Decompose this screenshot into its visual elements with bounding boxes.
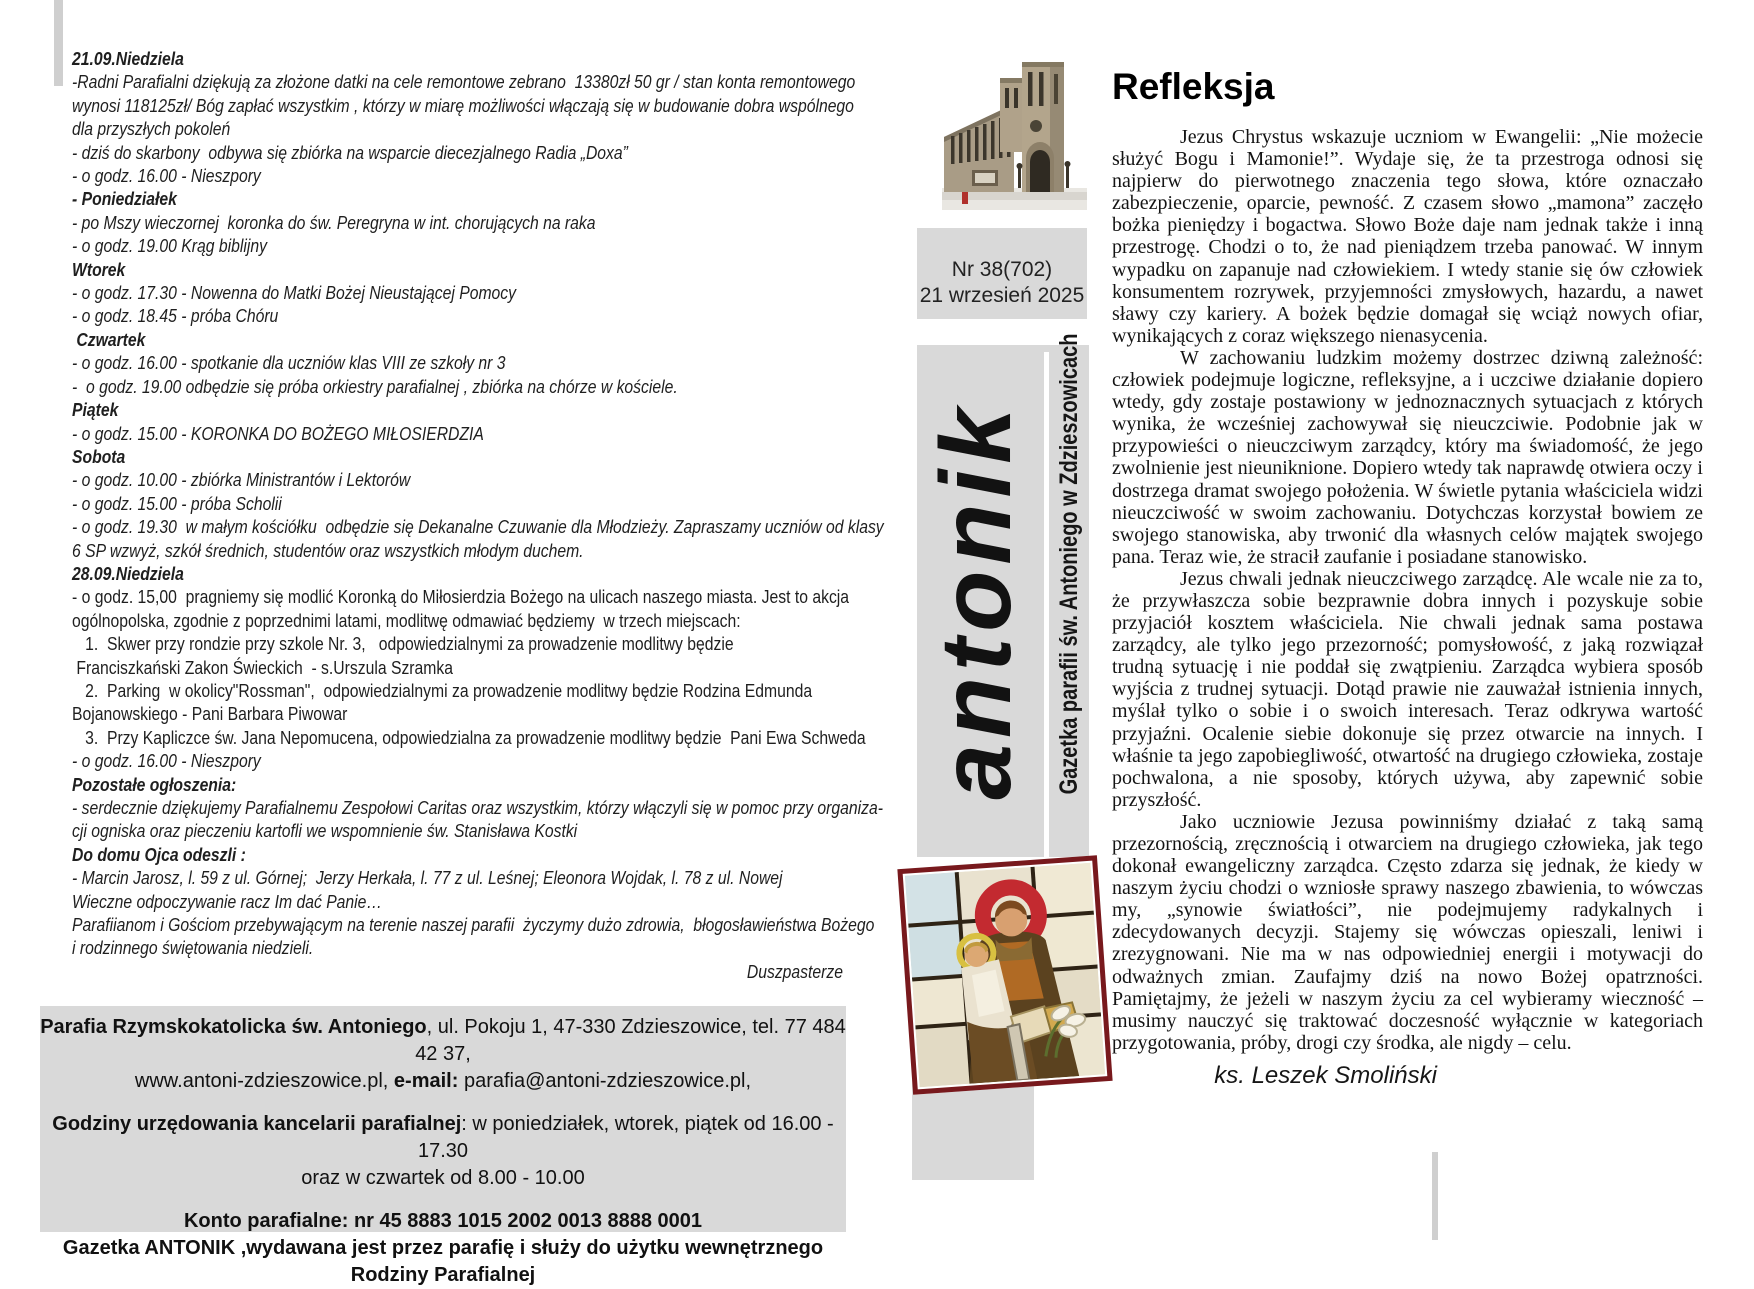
schedule-line: - o godz. 19.30 w małym kościółku odbędzie się Dekanalne Czuwanie dla Młodzieży. Zapraszamy uczniów od klasy [72,516,884,538]
reflection-signature: ks. Leszek Smoliński [1214,1061,1437,1089]
reflection-paragraph: Jezus Chrystus wskazuje uczniom w Ewangelii: „Nie możecie służyć Bogu i Mamonie!”. Wydaje się, że ta przestroga odnosi się najpierw do pierwotnego znaczenia tego słowa, które oznaczało zabezpieczenie, oparcie, pewność. Z czasem słowo „mamona” zaczęło bożka pieniędzy i bogactwa. Słowo Boże daje nam jednak także i inną przestrogę. Chodzi o to, że nad pieniądzem trzeba panować. W innym wypadku on zapanuje nad człowiekiem. I wtedy stanie się ów człowiek konsumentem rozrywek, przyjemności zmysłowych, hazardu, a nawet sławy czy kariery. A bożek będzie domagał się wciąż nowych ofiar, wynikających z coraz większego nienasycenia. [1112,126,1703,347]
reflection-paragraph: W zachowaniu ludzkim możemy dostrzec dziwną zależność: człowiek podejmuje logiczne, refleksyjne, a i uczciwe działanie dopiero wtedy, gdy zostaje postawiony w jednoznacznych sytuacjach z których wynika, że wcześniej zachowywał się nieuczciwie. Podobnie jak w przypowieści o nieuczciwym zarządcy, który ma świadomość, że jego zwolnienie jest nieuniknione. Dopiero wtedy tak naprawdę otwiera oczy i dostrzega dramat swojego położenia. W świetle pytania właściciela widzi nieuczciwość w swoim zachowaniu. Dotychczas korzystał bowiem ze swojego stanowiska, aby trwonić dla własnych celów majątek swojego pana. Teraz wie, że stracił zaufanie i posiadane stanowisko. [1112,346,1703,568]
schedule-line: - o godz. 18.45 - próba Chóru [72,305,279,327]
footer-line [40,1235,846,1262]
schedule-line: Pozostałe ogłoszenia: [72,773,237,795]
schedule-line: 1. Skwer przy rondzie przy szkole Nr. 3, odpowiedzialnymi za prowadzenie modlitwy będzie [72,633,734,655]
schedule-line: Bojanowskiego - Pani Barbara Piwowar [72,703,348,725]
schedule-line: 2. Parking w okolicy"Rossman", odpowiedzialnymi za prowadzenie modlitwy będzie Rodzina Edmunda [72,679,813,701]
footer-text: , ul. Pokoju 1, 47-330 Zdzieszowice, tel. 77 484 42 37, [415,1016,846,1065]
footer-line [40,1068,846,1095]
footer-text: : w poniedziałek, wtorek, piątek od 16.00 - 17.30 [417,1113,834,1162]
masthead-title-vertical [917,345,1040,857]
top-left-gray-bar [54,0,63,86]
schedule-line: Duszpasterze [746,960,843,982]
masthead-subtitle-vertical [1051,333,1087,852]
footer-text-bold: Gazetka ANTONIK ,wydawana jest przez parafię i służy do użytku wewnętrznego [62,1237,824,1259]
church-photo [942,52,1087,210]
reflection-title: Refleksja [1112,66,1275,107]
footer-line [40,1165,846,1192]
schedule-line: - o godz. 19.00 Krąg biblijny [72,235,267,257]
stained-glass-graphic [905,863,1105,1087]
masthead-subtitle: Gazetka parafii św. Antoniego w Zdzieszowicach [1055,333,1083,795]
footer-text: www.antoni-zdzieszowice.pl, [134,1070,394,1092]
schedule-line: Do domu Ojca odeszli : [72,843,246,865]
bottom-right-gray-bar [1432,1152,1438,1240]
masthead-title: antonik [920,402,1032,800]
schedule-line: wynosi 118125zł/ Bóg zapłać wszystkim , którzy w miarę możliwości włączają się w budowanie dobra wspólnego [72,94,854,116]
schedule-line: -Radni Parafialni dziękują za złożone datki na cele remontowe zebrano 13380zł 50 gr / stan konta remontowego [72,71,856,93]
schedule-line: - o godz. 10.00 - zbiórka Ministrantów i Lektorów [72,469,411,491]
schedule-line: Piątek [72,399,119,421]
footer-text-bold: Godziny urzędowania kancelarii parafialnej [52,1113,462,1135]
footer-line [40,1262,846,1289]
schedule-line: Wtorek [72,258,126,280]
schedule-line: ogólnopolska, zgodnie z poprzednimi latami, modlitwę odmawiać będziemy w trzech miejscach: [72,609,741,631]
schedule-line: 21.09.Niedziela [72,48,184,69]
schedule-line: - o godz. 15.00 - KORONKA DO BOŻEGO MIŁOSIERDZIA [72,422,484,444]
schedule-line: - po Mszy wieczornej koronka do św. Peregryna w int. chorujących na raka [72,211,596,233]
schedule-line: - serdecznie dziękujemy Parafialnemu Zespołowi Caritas oraz wszystkim, którzy włączyli się w pomoc przy organiza- [72,797,883,818]
schedule-line: - dziś do skarbony odbywa się zbiórka na wsparcie diecezjalnego Radia „Doxa” [72,141,628,163]
schedule-line: 3. Przy Kapliczce św. Jana Nepomucena, odpowiedzialna za prowadzenie modlitwy będzie Pani Ewa Schweda [72,726,866,748]
issue-box [917,228,1087,319]
issue-date: 21 wrzesień 2025 [919,284,1085,307]
schedule-line: i rodzinnego świętowania niedzieli. [72,937,314,959]
schedule-line: Sobota [72,445,126,467]
parish-contact-box [40,1006,846,1286]
left-page-schedule [72,47,884,983]
schedule-line: 6 SP wzwyż, szkół średnich, studentów oraz wszystkich młodym duchem. [72,539,584,561]
schedule-line: Czwartek [72,328,146,350]
footer-text-bold: Konto parafialne: nr 45 8883 1015 2002 0013 8888 0001 [183,1210,703,1232]
schedule-line: - o godz. 15,00 pragniemy się modlić Koronką do Miłosierdzia Bożego na ulicach naszego miasta. Jest to akcja [72,586,850,608]
schedule-line: Franciszkański Zakon Świeckich - s.Urszula Szramka [72,656,453,678]
schedule-line: - o godz. 15.00 - próba Scholii [72,492,282,514]
issue-number: Nr 38(702) [951,258,1053,281]
footer-text-bold: Rodziny Parafialnej [350,1264,536,1286]
footer-line [40,1014,846,1068]
footer-text: oraz w czwartek od 8.00 - 10.00 [301,1167,585,1189]
schedule-line: dla przyszłych pokoleń [72,118,231,140]
schedule-line: - Marcin Jarosz, l. 59 z ul. Górnej; Jerzy Herkała, l. 77 z ul. Leśnej; Eleonora Wojdak, l. 78 z ul. Nowej [72,867,783,889]
schedule-line: - o godz. 19.00 odbędzie się próba orkiestry parafialnej , zbiórka na chórze w kościele. [72,375,678,397]
footer-line [40,1208,846,1235]
schedule-line: Parafiianom i Gościom przebywającym na terenie naszej parafii życzymy dużo zdrowia, błogosławieństwa Bożego [72,914,875,936]
schedule-line: cji ogniska oraz pieczeniu kartofli we wspomnienie św. Stanisława Kostki [72,820,578,842]
footer-text-bold: Parafia Rzymskokatolicka św. Antoniego [40,1016,427,1038]
footer-text: parafia@antoni-zdzieszowice.pl, [458,1070,752,1092]
schedule-line: 28.09.Niedziela [72,562,184,584]
gray-panel-under-stained-glass [912,1080,1034,1180]
church-photo-graphic [942,52,1087,210]
schedule-line: - o godz. 16.00 - spotkanie dla uczniów klas VIII ze szkoły nr 3 [72,352,506,374]
right-page-reflection [1112,66,1703,1090]
schedule-line: - Poniedziałek [72,188,177,210]
schedule-line: Wieczne odpoczywanie racz Im dać Panie… [72,890,383,912]
reflection-body [1112,126,1703,1054]
reflection-paragraph: Jako uczniowie Jezusa powinniśmy działać z taką samą przezornością, zręcznością i otwarciem na drugiego człowieka, jak tego dokonał ewangeliczny zarządca. Często zdarza się jednak, że kiedy w naszym życiu chodzi o wzniosłe sprawy naszego zbawienia, to wówczas my, „synowie światłości”, nie podejmujemy radykalnych i zdecydowanych decyzji. Stajemy się wówczas opieszali, leniwi i zrezygnowani. Nie ma w nas odpowiedniej energii i motywacji do odważnych zmian. Zaufajmy dziś na nowo Bożej opatrzności. Pamiętajmy, że jeżeli w naszym życiu za cel wybieramy wieczność – musimy nauczyć się traktować doczesność wyłącznie w kategoriach przygotowania, próby, drogi czy środka, ale nigdy – celu. [1112,810,1703,1054]
schedule-line: - o godz. 16.00 - Nieszpory [72,165,261,187]
footer-text-bold: e-mail: [393,1070,459,1092]
masthead-divider-line [1044,352,1049,857]
stained-glass-image [897,855,1112,1094]
reflection-paragraph: Jezus chwali jednak nieuczciwego zarządcę. Ale wcale nie za to, że przywłaszcza sobie bezprawnie dobra innych i pozyskuje sobie przyjaciół kosztem właściciela. Nie chwali jednak sama postawa zarządcy, ale tylko jego przezorność; pomysłowość, z jaką rozwiązał trudną sytuację i nie poddał się zwątpieniu. Zarządca wybiera sposób wyjścia z trudnej sytuacji. Dotąd prawie nie zauważał istnienia innych, myślał tylko o sobie i o swoich interesach. Teraz odkrywa wartość przyjaźni. Ocalenie siebie dokonuje się przez otwarcie na innych. I właśnie ta jego zapobiegliwość, otwartość na drugiego człowieka, zostaje pochwalona, a nie sposoby, których używa, aby zapewnić sobie przyszłość. [1112,567,1703,811]
schedule-line: - o godz. 17.30 - Nowenna do Matki Bożej Nieustającej Pomocy [72,282,517,304]
schedule-line: - o godz. 16.00 - Nieszpory [72,750,261,772]
footer-line [40,1111,846,1165]
